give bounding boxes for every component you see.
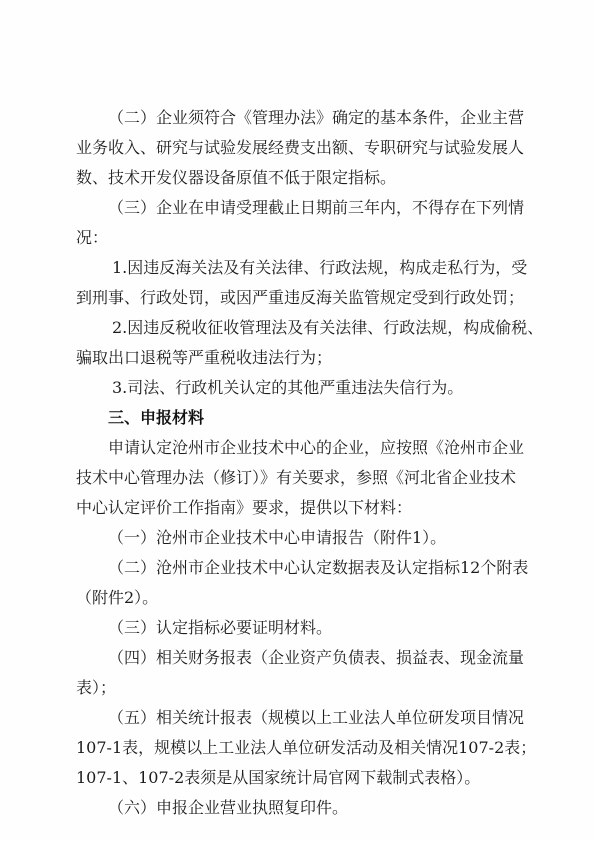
item-1-line-1: 1.因违反海关法及有关法律、行政法规，构成走私行为，受 — [112, 258, 528, 277]
material-4-line-1: （四）相关财务报表（企业资产负债表、损益表、现金流量 — [108, 648, 525, 667]
material-2-line-2: （附件2）。 — [76, 588, 159, 607]
paragraph-3-line-2: 况： — [76, 228, 109, 247]
item-3-line-1: 3.司法、行政机关认定的其他严重违法失信行为。 — [112, 378, 464, 397]
paragraph-2-line-2: 业务收入、研究与试验发展经费支出额、专职研究与试验发展人 — [76, 138, 525, 157]
section-heading: 三、申报材料 — [108, 408, 205, 427]
material-5-line-2: 107-1表，规模以上工业法人单位研发活动及相关情况107-2表； — [76, 738, 537, 757]
material-6: （六）申报企业营业执照复印件。 — [108, 798, 349, 817]
paragraph-2-line-3: 数、技术开发仪器设备原值不低于限定指标。 — [76, 168, 397, 187]
intro-line-2: 技术中心管理办法（修订）》有关要求，参照《河北省企业技术 — [76, 468, 517, 487]
material-1: （一）沧州市企业技术中心申请报告（附件1）。 — [108, 528, 447, 547]
paragraph-2-line-1: （二）企业须符合《管理办法》确定的基本条件，企业主营 — [108, 108, 525, 127]
material-2-line-1: （二）沧州市企业技术中心认定数据表及认定指标12个附表 — [108, 558, 529, 577]
item-2-line-2: 骗取出口退税等严重税收违法行为； — [76, 348, 333, 367]
intro-line-1: 申请认定沧州市企业技术中心的企业，应按照《沧州市企业 — [108, 438, 525, 457]
material-5-line-1: （五）相关统计报表（规模以上工业法人单位研发项目情况 — [108, 708, 525, 727]
material-4-line-2: 表）； — [76, 678, 117, 697]
paragraph-3-line-1: （三）企业在申请受理截止日期前三年内，不得存在下列情 — [108, 198, 525, 217]
item-2-line-1: 2.因违反税收征收管理法及有关法律、行政法规，构成偷税、 — [112, 318, 544, 337]
material-5-line-3: 107-1、107-2表须是从国家统计局官网下载制式表格）。 — [76, 768, 481, 787]
item-1-line-2: 到刑事、行政处罚，或因严重违反海关监管规定受到行政处罚； — [76, 288, 525, 307]
material-3: （三）认定指标必要证明材料。 — [108, 618, 333, 637]
intro-line-3: 中心认定评价工作指南》要求，提供以下材料： — [76, 498, 413, 517]
